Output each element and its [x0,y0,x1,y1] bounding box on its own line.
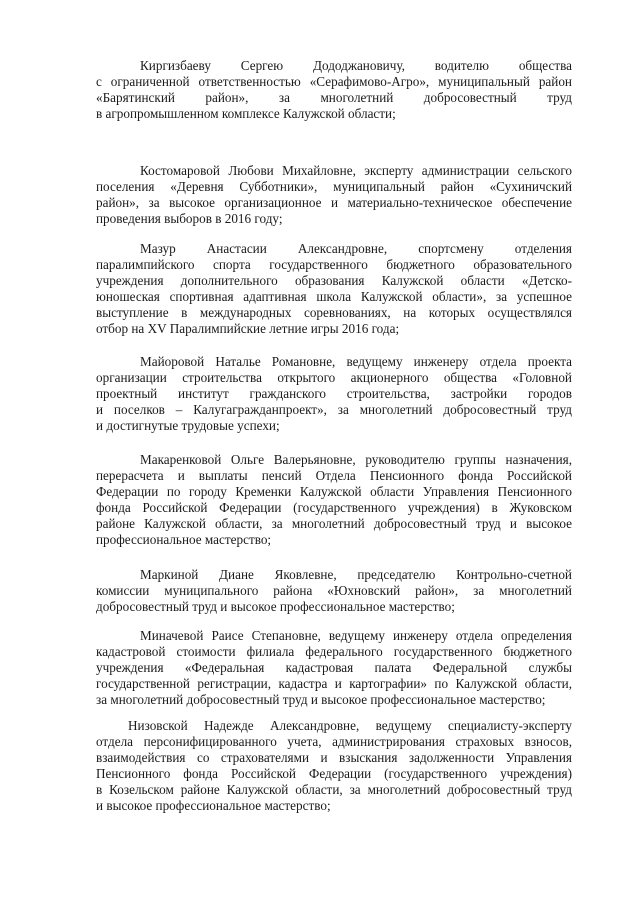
paragraph-line: Низовской Надежде Александровне, ведущему специалисту-эксперту [128,718,572,733]
paragraph-line: за многолетний добросовестный труд и высокое профессиональное мастерство; [96,692,546,707]
paragraph-line: и поселков – Калугагражданпроект», за многолетний добросовестный труд [96,402,572,417]
paragraph-line: паралимпийского спорта государственного бюджетного образовательного [96,257,572,272]
paragraph-line: юношеская спортивная адаптивная школа Калужской области», за успешное [96,289,572,304]
paragraph-line: Федерации по городу Кременки Калужской области Управления Пенсионного [96,484,572,499]
paragraph-line: Киргизбаеву Сергею Дододжановичу, водителю общества [140,58,572,73]
paragraph-line: поселения «Деревня Субботники», муниципальный район «Сухиничский [96,179,572,194]
paragraph-line: проведения выборов в 2016 году; [96,211,283,226]
paragraph-line: перерасчета и выплаты пенсий Отдела Пенсионного фонда Российской [96,468,572,483]
award-paragraph [96,163,572,227]
award-paragraph [96,628,572,708]
paragraph-line: учреждения дополнительного образования Калужской области «Детско- [96,273,572,288]
paragraph-line: Майоровой Наталье Романовне, ведущему инженеру отдела проекта [140,354,572,369]
paragraph-line: в агропромышленном комплексе Калужской области; [96,106,396,121]
paragraph-line: Маркиной Диане Яковлевне, председателю Контрольно-счетной [140,567,572,582]
paragraph-line: Костомаровой Любови Михайловне, эксперту администрации сельского [140,163,572,178]
award-paragraph [96,718,572,814]
paragraph-line: отбор на XV Паралимпийские летние игры 2016 года; [96,321,400,336]
paragraph-line: организации строительства открытого акционерного общества «Головной [96,370,572,385]
paragraph-line: с ограниченной ответственностью «Серафимово-Агро», муниципальный район [96,74,572,89]
paragraph-line: выступление в международных соревнованиях, на которых осуществлялся [96,305,572,320]
paragraph-line: Макаренковой Ольге Валерьяновне, руководителю группы назначения, [140,452,572,467]
paragraph-line: «Барятинский район», за многолетний добросовестный труд [96,90,572,105]
paragraph-line: комиссии муниципального района «Юхновский район», за многолетний [96,583,572,598]
paragraph-line: профессиональное мастерство; [96,532,272,547]
paragraph-line: отдела персонифицированного учета, администрирования страховых взносов, [96,734,572,749]
paragraph-line: и достигнутые трудовые успехи; [96,418,280,433]
paragraph-line: Пенсионного фонда Российской Федерации (государственного учреждения) [96,766,572,781]
paragraph-line: кадастровой стоимости филиала федерального государственного бюджетного [96,644,572,659]
paragraph-line: добросовестный труд и высокое профессиональное мастерство; [96,599,455,614]
paragraph-line: взаимодействия со страхователями и взыскания задолженности Управления [96,750,572,765]
paragraph-line: Мазур Анастасии Александровне, спортсмену отделения [140,241,572,256]
award-paragraph [96,452,572,548]
paragraph-line: фонда Российской Федерации (государственного учреждения) в Жуковском [96,500,572,515]
paragraph-line: проектный институт гражданского строительства, застройки городов [96,386,572,401]
award-paragraph [96,567,572,615]
award-paragraph [96,58,572,122]
paragraph-line: в Козельском районе Калужской области, за многолетний добросовестный труд [96,782,572,797]
award-paragraph [96,354,572,434]
paragraph-line: Миначевой Раисе Степановне, ведущему инженеру отдела определения [140,628,572,643]
paragraph-line: государственной регистрации, кадастра и картографии» по Калужской области, [96,676,572,691]
paragraph-line: район», за высокое организационное и материально-техническое обеспечение [96,195,572,210]
paragraph-line: учреждения «Федеральная кадастровая палата Федеральной службы [96,660,572,675]
paragraph-line: районе Калужской области, за многолетний добросовестный труд и высокое [96,516,572,531]
paragraph-line: и высокое профессиональное мастерство; [96,798,331,813]
award-paragraph [96,241,572,337]
